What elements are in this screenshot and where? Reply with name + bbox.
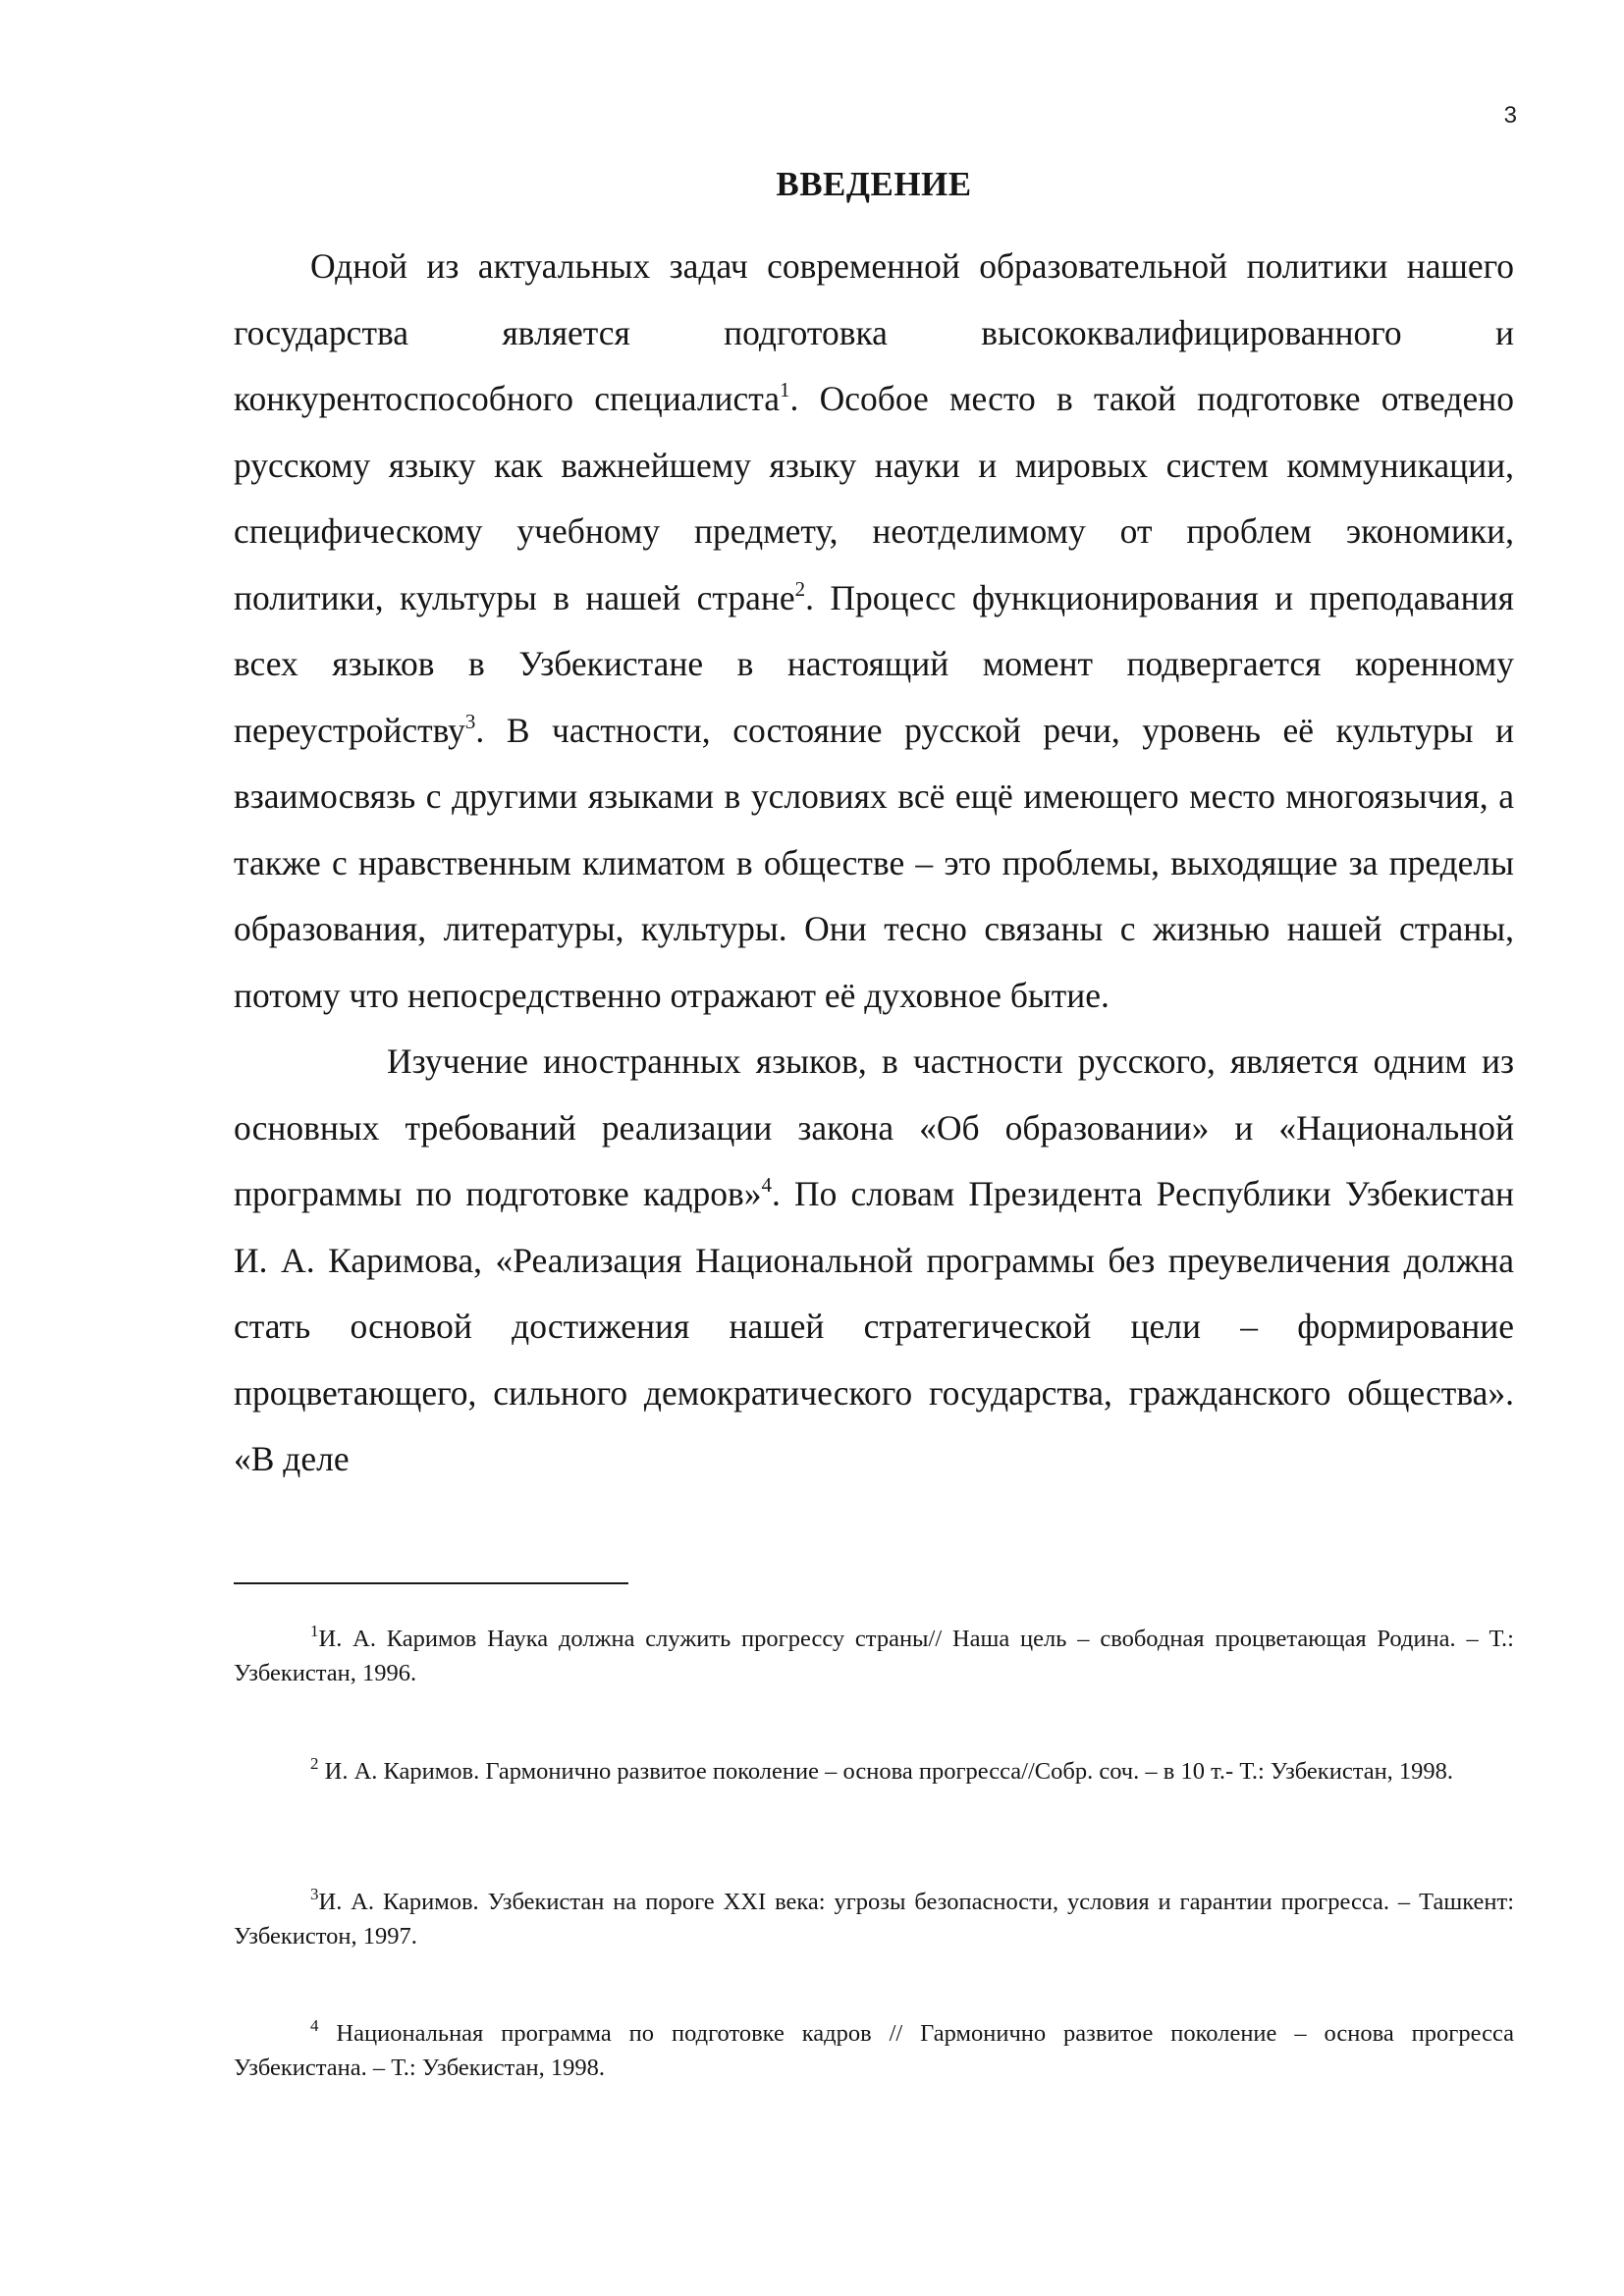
footnote-text-2: И. А. Каримов. Гармонично развитое поколение – основа прогресса//Собр. соч. – в 10 т.- Т.: Узбекистан, 1998. bbox=[318, 1758, 1454, 1785]
paragraph-2-text-a: Изучение иностранных языков, в частности русского, является одним из основных требований реализации закона «Об образовании» и «Национальной программы по подготовке кадров» bbox=[234, 1041, 1514, 1213]
footnote-marker-4: 4 bbox=[310, 2016, 319, 2035]
page-number: 3 bbox=[1503, 102, 1517, 129]
paragraph-1-text-a: Одной из актуальных задач современной образовательной политики нашего государства является подготовка высококвалифицированного и конкурентоспособного специалиста bbox=[234, 246, 1514, 418]
paragraph-1-text-c: . Процесс функционирования и преподавания всех языков в Узбекистане в настоящий момент подвергается коренному переустройству bbox=[234, 577, 1514, 750]
footnote-marker-2: 2 bbox=[310, 1754, 319, 1773]
footnote-3 bbox=[234, 1885, 1514, 1953]
footnote-ref-2[interactable]: 2 bbox=[794, 576, 806, 601]
footnote-ref-1[interactable]: 1 bbox=[780, 378, 790, 401]
main-text bbox=[234, 234, 1514, 1493]
footnote-ref-3[interactable]: 3 bbox=[464, 709, 476, 733]
footnote-1 bbox=[234, 1622, 1514, 1690]
paragraph-1 bbox=[234, 234, 1514, 1029]
footnote-marker-3: 3 bbox=[310, 1885, 319, 1903]
paragraph-2-text-b: . По словам Президента Республики Узбекистан И. А. Каримова, «Реализация Национальной программы без преувеличения должна стать основой достижения нашей стратегической цели – формирование процветающего, сильного демократического государства, гражданского общества». «В деле bbox=[234, 1174, 1514, 1478]
footnote-text-1: И. А. Каримов Наука должна служить прогрессу страны// Наша цель – свободная процветающая Родина. – Т.: Узбекистан, 1996. bbox=[234, 1626, 1514, 1686]
footnote-2 bbox=[234, 1754, 1514, 1789]
footnote-text-4: Национальная программа по подготовке кадров // Гармонично развитое поколение – основа прогресса Узбекистана. – Т.: Узбекистан, 1998. bbox=[234, 2020, 1514, 2081]
footnote-text-3: И. А. Каримов. Узбекистан на пороге XXI века: угрозы безопасности, условия и гарантии прогресса. – Ташкент: Узбекистон, 1997. bbox=[234, 1889, 1514, 1949]
footnote-ref-4[interactable]: 4 bbox=[761, 1173, 772, 1197]
footnote-separator bbox=[234, 1582, 628, 1584]
section-heading: ВВЕДЕНИЕ bbox=[776, 165, 972, 203]
footnote-marker-1: 1 bbox=[310, 1622, 319, 1640]
paragraph-1-text-d: . В частности, состояние русской речи, уровень её культуры и взаимосвязь с другими языками в условиях всё ещё имеющего место многоязычия, а также с нравственным климатом в обществе – это проблемы, выходящие за пределы образования, литературы, культуры. Они тесно связаны с жизнью нашей страны, потому что непосредственно отражают её духовное бытие. bbox=[234, 710, 1514, 1015]
paragraph-1-text-b: . Особое место в такой подготовке отведено русскому языку как важнейшему языку науки и мировых систем коммуникации, специфическому учебному предмету, неотделимому от проблем экономики, политики, культуры в нашей стране bbox=[234, 379, 1514, 617]
paragraph-2 bbox=[234, 1029, 1514, 1493]
footnote-4 bbox=[234, 2016, 1514, 2085]
